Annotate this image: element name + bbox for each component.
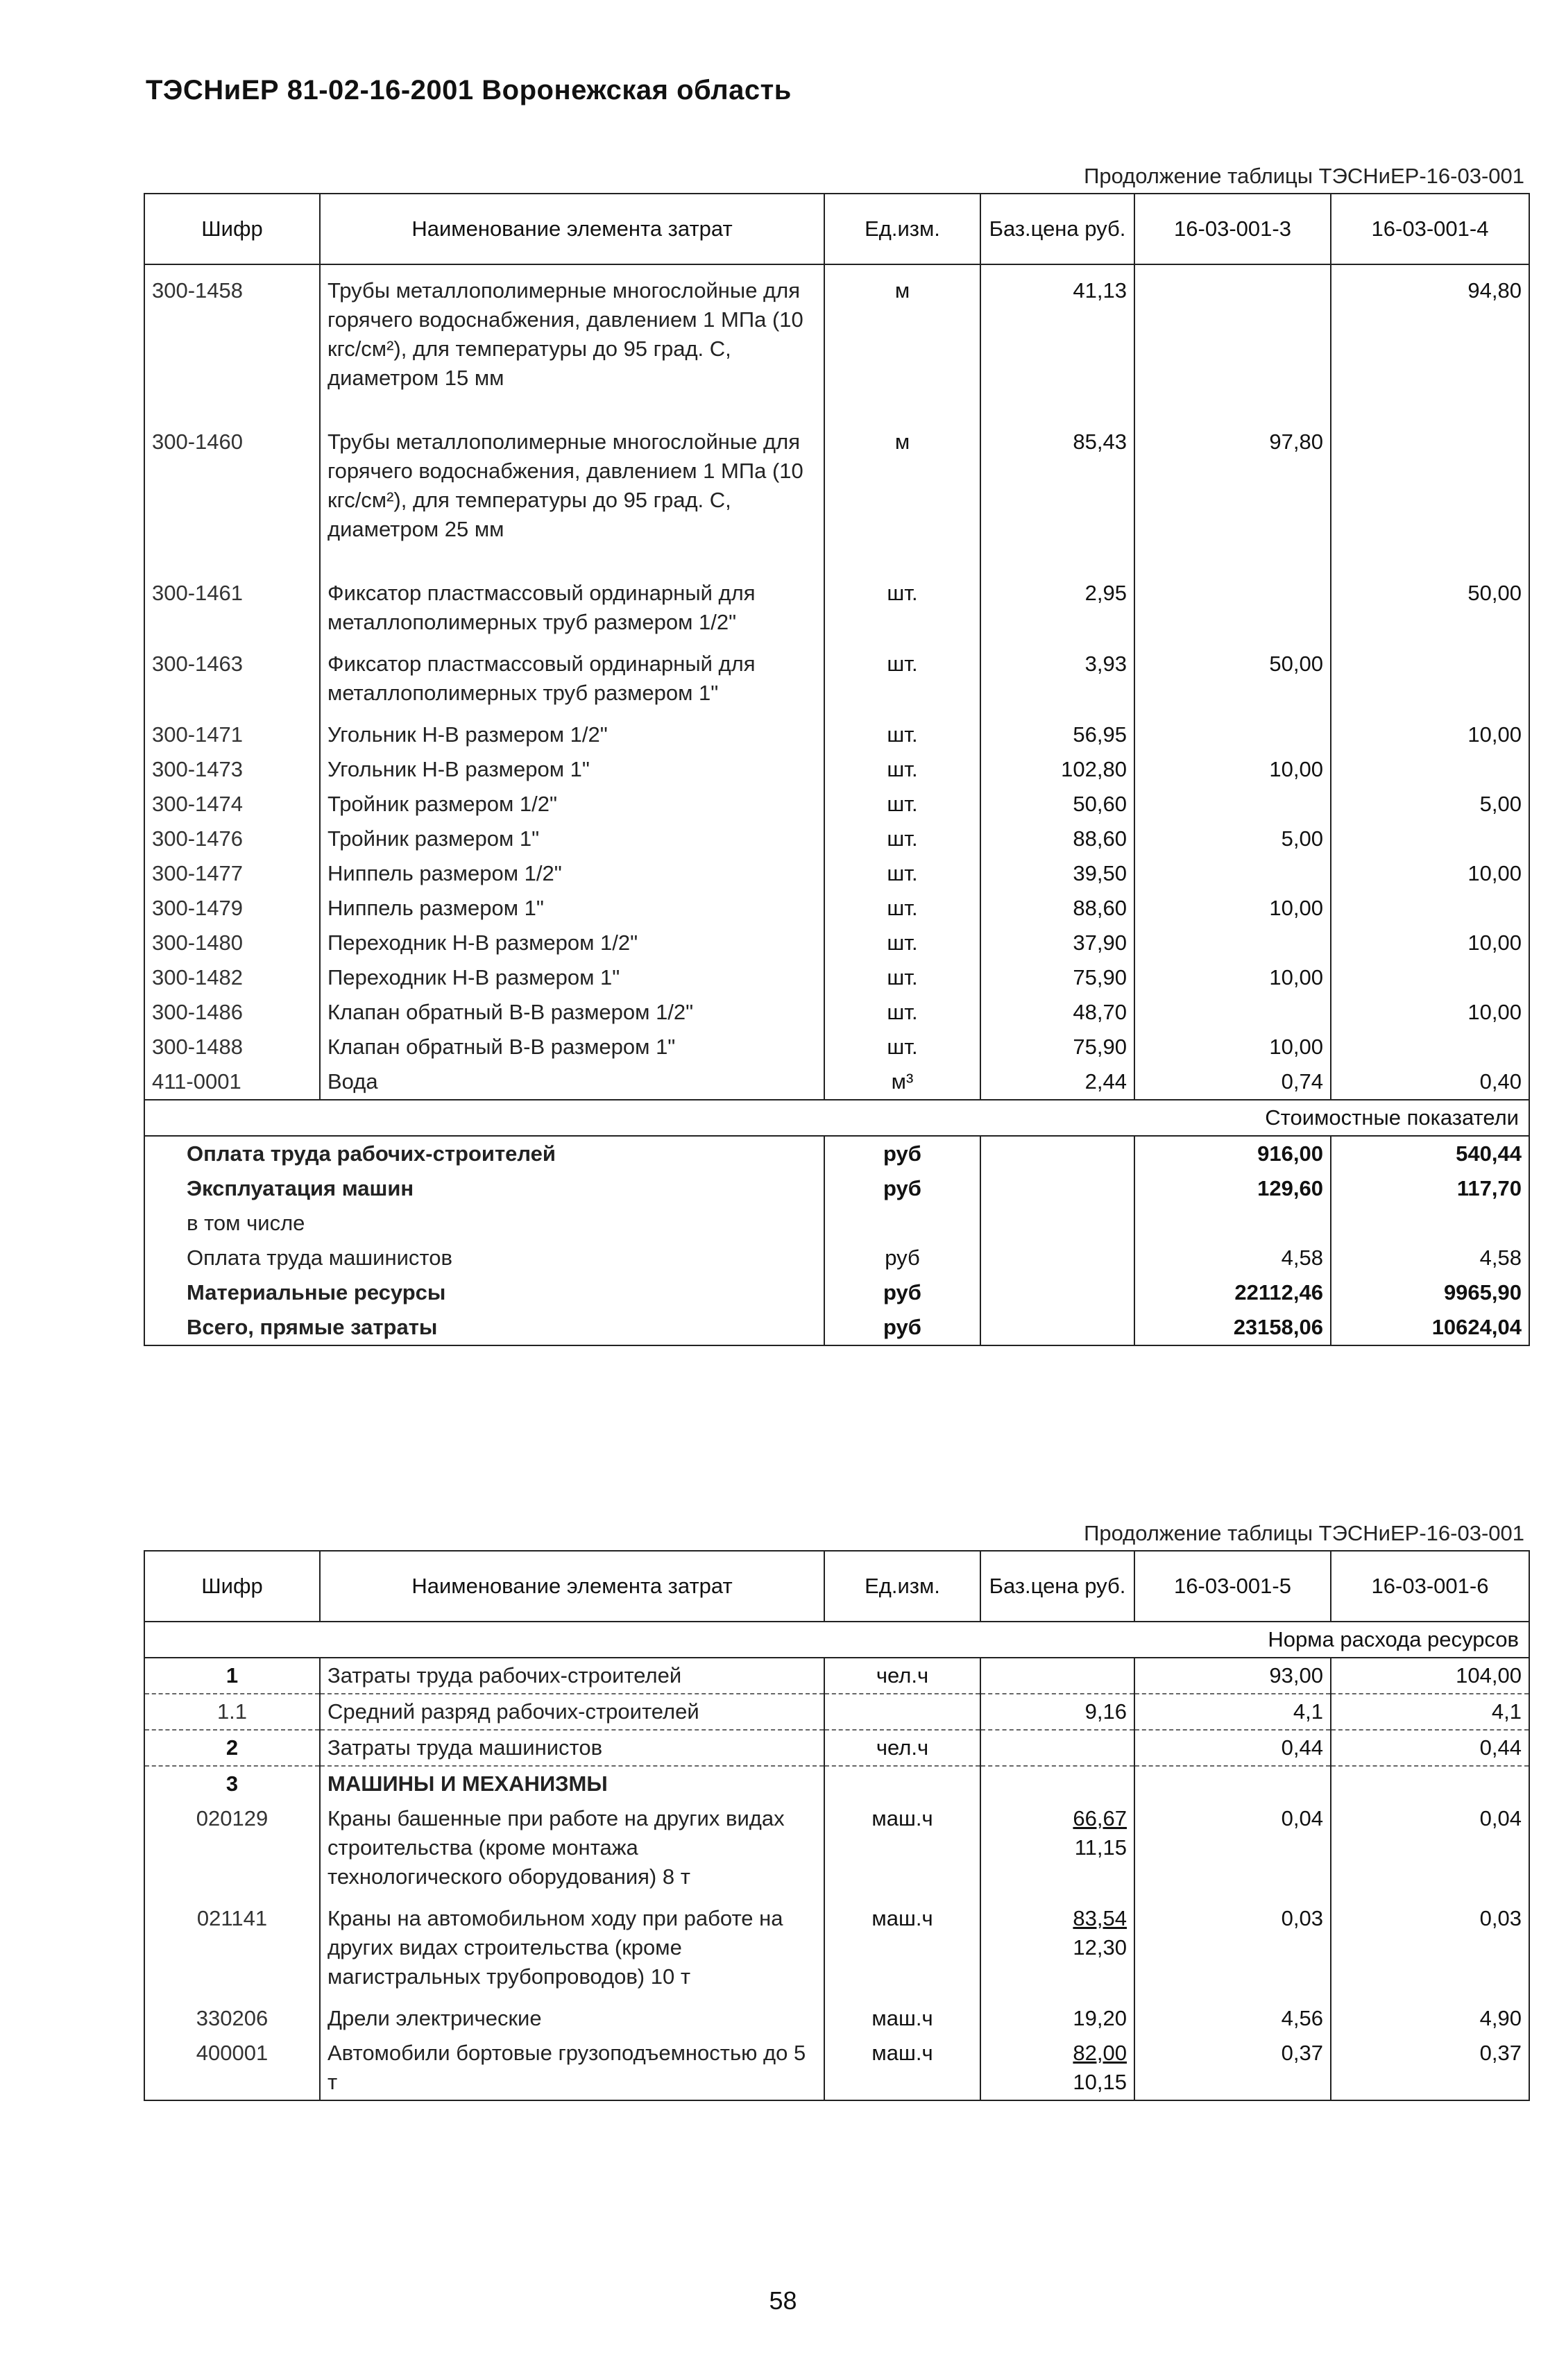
- totals-row: Материальные ресурсы руб 22112,46 9965,90: [144, 1275, 1529, 1310]
- column-header: Шифр: [144, 1551, 320, 1622]
- table-caption: Продолжение таблицы ТЭСНиЕР-16-03-001: [1084, 164, 1524, 188]
- resource-table-1: [144, 193, 1530, 1346]
- column-header: 16-03-001-4: [1331, 194, 1529, 264]
- totals-row: Эксплуатация машин руб 129,60 117,70: [144, 1171, 1529, 1206]
- totals-row: Всего, прямые затраты руб 23158,06 10624,04: [144, 1310, 1529, 1345]
- table-row: 300-1476 Тройник размером 1" шт. 88,60 5,00: [144, 822, 1529, 856]
- page-title: ТЭСНиЕР 81-02-16-2001 Воронежская область: [146, 75, 792, 105]
- table-row: 1.1 Средний разряд рабочих-строителей 9,16 4,1 4,1: [144, 1694, 1529, 1730]
- column-header: 16-03-001-6: [1331, 1551, 1529, 1622]
- table-row: 3 МАШИНЫ И МЕХАНИЗМЫ: [144, 1766, 1529, 1801]
- column-header: 16-03-001-3: [1134, 194, 1331, 264]
- table-row: 300-1488 Клапан обратный В-В размером 1" шт. 75,90 10,00: [144, 1030, 1529, 1064]
- page-number: 58: [769, 2286, 797, 2315]
- table-row: 300-1482 Переходник Н-В размером 1" шт. 75,90 10,00: [144, 960, 1529, 995]
- table-row: 2 Затраты труда машинистов чел.ч 0,44 0,44: [144, 1730, 1529, 1766]
- table-row: 400001 Автомобили бортовые грузоподъемностью до 5 т маш.ч 82,00 10,15 0,37 0,37: [144, 2036, 1529, 2100]
- table-row: 300-1477 Ниппель размером 1/2" шт. 39,50 10,00: [144, 856, 1529, 891]
- table-row: 020129 Краны башенные при работе на других видах строительства (кроме монтажа технологического оборудования) 8 т маш.ч 66,67 11,15 0,04 0,04: [144, 1801, 1529, 1901]
- table-row: 411-0001 Вода м³ 2,44 0,74 0,40: [144, 1064, 1529, 1100]
- table-row: 300-1471 Угольник Н-В размером 1/2" шт. 56,95 10,00: [144, 717, 1529, 752]
- table-row: 300-1474 Тройник размером 1/2" шт. 50,60 5,00: [144, 787, 1529, 822]
- table-row: 300-1480 Переходник Н-В размером 1/2" шт. 37,90 10,00: [144, 926, 1529, 960]
- totals-row: в том числе: [144, 1206, 1529, 1241]
- table-caption: Продолжение таблицы ТЭСНиЕР-16-03-001: [1084, 1521, 1524, 1545]
- section-row: [144, 1100, 1529, 1136]
- totals-row: Оплата труда рабочих-строителей руб 916,00 540,44: [144, 1136, 1529, 1171]
- table-row: 300-1486 Клапан обратный В-В размером 1/2" шт. 48,70 10,00: [144, 995, 1529, 1030]
- column-header: Баз.цена руб.: [980, 1551, 1134, 1622]
- table-row: 300-1458 Трубы металлополимерные многослойные для горячего водоснабжения, давлением 1 МПа (10 кгс/см²), для температуры до 95 град. С, диаметром 15 мм м 41,13 94,80: [144, 264, 1529, 425]
- column-header: 16-03-001-5: [1134, 1551, 1331, 1622]
- resource-table-2: [144, 1550, 1530, 2101]
- column-header: Наименование элемента затрат: [320, 1551, 824, 1622]
- table-row: 300-1473 Угольник Н-В размером 1" шт. 102,80 10,00: [144, 752, 1529, 787]
- section-title: Стоимостные показатели: [144, 1100, 1529, 1136]
- table-row: 300-1463 Фиксатор пластмассовый ординарный для металлополимерных труб размером 1" шт. 3,93 50,00: [144, 647, 1529, 717]
- section-row: [144, 1622, 1529, 1658]
- column-header: Баз.цена руб.: [980, 194, 1134, 264]
- table-row: 300-1479 Ниппель размером 1" шт. 88,60 10,00: [144, 891, 1529, 926]
- table-row: 1 Затраты труда рабочих-строителей чел.ч 93,00 104,00: [144, 1658, 1529, 1694]
- totals-row: Оплата труда машинистов руб 4,58 4,58: [144, 1241, 1529, 1275]
- section-title: Норма расхода ресурсов: [144, 1622, 1529, 1658]
- column-header: Наименование элемента затрат: [320, 194, 824, 264]
- table-row: 300-1461 Фиксатор пластмассовый ординарный для металлополимерных труб размером 1/2" шт. 2,95 50,00: [144, 576, 1529, 647]
- table-row: 330206 Дрели электрические маш.ч 19,20 4,56 4,90: [144, 2001, 1529, 2036]
- column-header: Шифр: [144, 194, 320, 264]
- column-header: Ед.изм.: [824, 194, 980, 264]
- table-row: 300-1460 Трубы металлополимерные многослойные для горячего водоснабжения, давлением 1 МПа (10 кгс/см²), для температуры до 95 град. С, диаметром 25 мм м 85,43 97,80: [144, 425, 1529, 576]
- column-header: Ед.изм.: [824, 1551, 980, 1622]
- table-row: 021141 Краны на автомобильном ходу при работе на других видах строительства (кроме магистральных трубопроводов) 10 т маш.ч 83,54 12,30 0,03 0,03: [144, 1901, 1529, 2001]
